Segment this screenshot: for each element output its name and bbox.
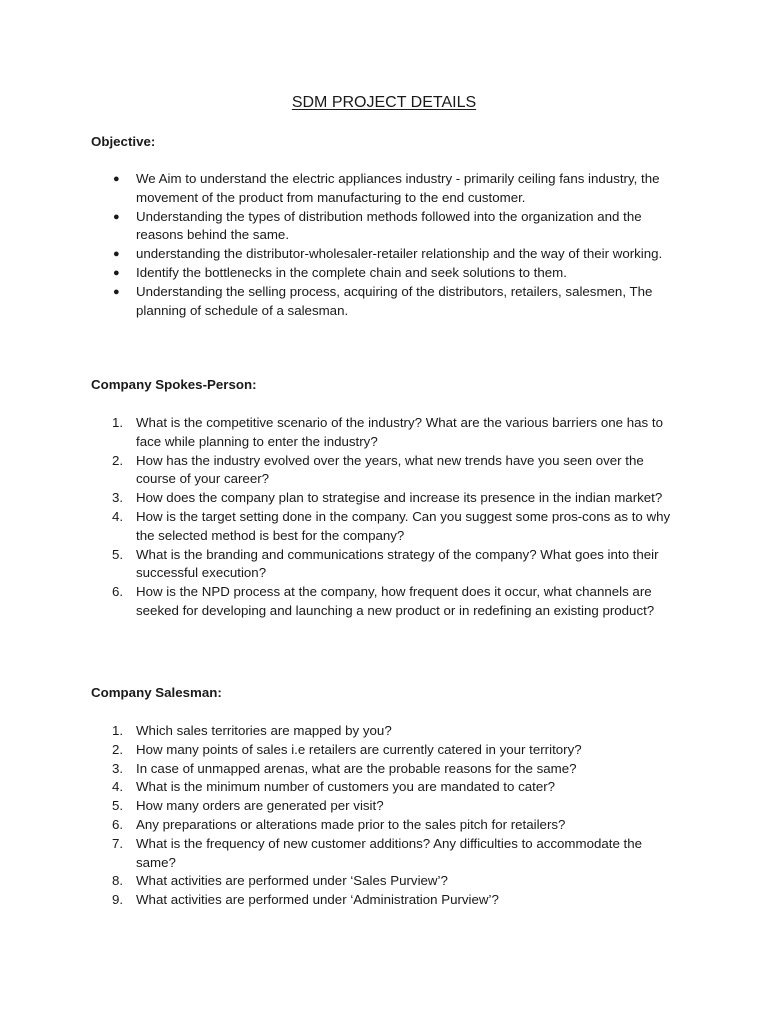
list-item: 5. How many orders are generated per visit?: [0, 797, 768, 816]
objective-list: [0, 170, 768, 320]
list-number: 9.: [112, 892, 124, 908]
list-item: 1. Which sales territories are mapped by you?: [0, 722, 768, 741]
list-number: 4.: [112, 779, 124, 795]
section-heading-salesman: Company Salesman:: [91, 685, 222, 700]
bullet-marker: ●: [113, 248, 120, 261]
list-number: 1.: [112, 723, 124, 738]
list-item: ● Understanding the selling process, acquiring of the distributors, retailers, salesmen, The planning of schedule of a salesman.: [113, 283, 653, 318]
list-item: 8. What activities are performed under ‘Sales Purview’?: [0, 872, 768, 891]
list-number: 2.: [112, 741, 124, 757]
list-number: 5.: [112, 798, 124, 814]
list-item: 6. How is the NPD process at the company, how frequent does it occur, what channels are seeked for developing and launching a new product or in redefining an existing product?: [112, 584, 655, 618]
list-number: 1.: [112, 415, 124, 430]
salesman-list: [0, 722, 768, 910]
list-number: 6.: [112, 816, 124, 832]
list-item: 7. What is the frequency of new customer additions? Any difficulties to accommodate the same?: [112, 835, 643, 870]
list-number: 8.: [112, 873, 124, 889]
section-heading-spokes-person: Company Spokes-Person:: [91, 377, 257, 392]
list-number: 2.: [112, 452, 124, 468]
list-item: 4. How is the target setting done in the company. Can you suggest some pros-cons as to why the selected method is best for the company?: [112, 508, 671, 543]
list-item: ● We Aim to understand the electric appliances industry - primarily ceiling fans industry, the movement of the product from manufacturing to the end customer.: [113, 171, 660, 205]
bullet-marker: ●: [113, 266, 120, 279]
list-item: 1. What is the competitive scenario of the industry? What are the various barriers one has to face while planning to enter the industry?: [112, 415, 663, 449]
list-number: 5.: [112, 546, 124, 562]
list-item: 5. What is the branding and communications strategy of the company? What goes into their successful execution?: [112, 546, 659, 581]
bullet-marker: ●: [113, 210, 120, 223]
list-item: 9. What activities are performed under ‘Administration Purview’?: [0, 891, 768, 910]
list-item: 3. How does the company plan to strategise and increase its presence in the indian market?: [0, 489, 768, 508]
section-heading-objective: Objective:: [91, 134, 156, 149]
list-number: 4.: [112, 508, 124, 524]
list-item: ● Understanding the types of distribution methods followed into the organization and the reasons behind the same.: [113, 208, 642, 243]
list-item: 6. Any preparations or alterations made prior to the sales pitch for retailers?: [0, 816, 768, 835]
list-number: 7.: [112, 835, 124, 851]
list-item: 4. What is the minimum number of customers you are mandated to cater?: [0, 778, 768, 797]
list-number: 6.: [112, 584, 124, 600]
bullet-marker: ●: [113, 285, 120, 298]
list-number: 3.: [112, 490, 124, 506]
list-item: ● understanding the distributor-wholesaler-retailer relationship and the way of their working.: [0, 245, 768, 264]
list-item: 2. How many points of sales i.e retailers are currently catered in your territory?: [0, 741, 768, 760]
list-item: ● Identify the bottlenecks in the complete chain and seek solutions to them.: [0, 264, 768, 283]
page-title: SDM PROJECT DETAILS: [291, 94, 477, 111]
list-number: 3.: [112, 760, 124, 776]
bullet-marker: ●: [113, 173, 120, 185]
list-item: 2. How has the industry evolved over the years, what new trends have you seen over the course of your career?: [112, 452, 644, 487]
list-item: 3. In case of unmapped arenas, what are the probable reasons for the same?: [0, 760, 768, 779]
spokes-person-list: [0, 414, 768, 621]
